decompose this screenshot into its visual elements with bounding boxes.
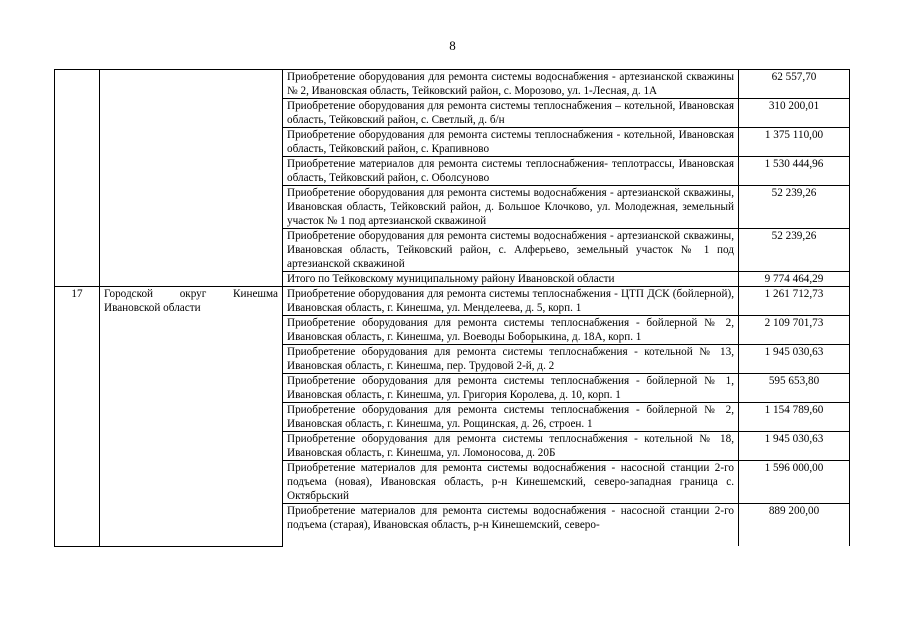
amount-cell: 595 653,80 (739, 374, 850, 403)
description-cell: Приобретение материалов для ремонта системы водоснабжения - насосной станции 2-го подъема (новая), Ивановская область, р-н Кинешемский, северо-западная граница с. Октябрьский (283, 461, 739, 504)
row-number-cell (55, 70, 100, 287)
description-cell: Приобретение оборудования для ремонта системы водоснабжения - артезианской скважины, Ивановская область, Тейковский район, с. Алферьево, земельный участок № 1 под артезианской скважиной (283, 229, 739, 272)
description-cell: Приобретение оборудования для ремонта системы теплоснабжения - котельной № 18, Ивановская область, г. Кинешма, ул. Ломоносова, д. 20Б (283, 432, 739, 461)
description-cell: Приобретение оборудования для ремонта системы теплоснабжения - бойлерной № 2, Ивановская область, г. Кинешма, ул. Рощинская, д. 26, строен. 1 (283, 403, 739, 432)
amount-cell: 1 945 030,63 (739, 345, 850, 374)
description-cell (283, 504, 739, 547)
page-number: 8 (449, 38, 456, 53)
amount-cell: 1 945 030,63 (739, 432, 850, 461)
funding-table (54, 69, 850, 547)
amount-cell: 52 239,26 (739, 229, 850, 272)
municipality-cell (100, 70, 283, 287)
description-cell: Приобретение оборудования для ремонта системы теплоснабжения - котельной, Ивановская область, Тейковский район, с. Крапивново (283, 128, 739, 157)
amount-cell: 310 200,01 (739, 99, 850, 128)
municipality-cell: Городской округ Кинешма Ивановской области (100, 287, 283, 547)
description-cell: Приобретение оборудования для ремонта системы водоснабжения - артезианской скважины, Ивановская область, Тейковский район, д. Большое Клочково, ул. Молодежная, земельный участок № 1 под артезианской скважиной (283, 186, 739, 229)
amount-cell: 62 557,70 (739, 70, 850, 99)
description-cell: Приобретение оборудования для ремонта системы теплоснабжения - котельной № 13, Ивановская область, г. Кинешма, пер. Трудовой 2-й, д. 2 (283, 345, 739, 374)
subtotal-label: Итого по Тейковскому муниципальному району Ивановской области (283, 272, 739, 287)
description-cell: Приобретение материалов для ремонта системы теплоснабжения- теплотрассы, Ивановская область, Тейковский район, с. Оболсуново (283, 157, 739, 186)
table-row (55, 70, 850, 99)
amount-cell: 889 200,00 (739, 504, 850, 547)
description-cell: Приобретение оборудования для ремонта системы теплоснабжения - бойлерной № 2, Ивановская область, г. Кинешма, ул. Воеводы Боборыкина, д. 18А, корп. 1 (283, 316, 739, 345)
amount-cell: 1 261 712,73 (739, 287, 850, 316)
amount-cell: 1 154 789,60 (739, 403, 850, 432)
description-cell: Приобретение оборудования для ремонта системы теплоснабжения - бойлерной № 1, Ивановская область, г. Кинешма, ул. Григория Королева, д. 10, корп. 1 (283, 374, 739, 403)
subtotal-amount: 9 774 464,29 (739, 272, 850, 287)
description-cell: Приобретение оборудования для ремонта системы теплоснабжения - ЦТП ДСК (бойлерной), Ивановская область, г. Кинешма, ул. Менделеева, д. 5, корп. 1 (283, 287, 739, 316)
amount-cell: 1 530 444,96 (739, 157, 850, 186)
amount-cell: 2 109 701,73 (739, 316, 850, 345)
amount-cell: 1 596 000,00 (739, 461, 850, 504)
row-number-cell: 17 (55, 287, 100, 547)
amount-cell: 52 239,26 (739, 186, 850, 229)
table-row (55, 287, 850, 316)
description-cell: Приобретение оборудования для ремонта системы водоснабжения - артезианской скважины № 2, Ивановская область, Тейковский район, с. Морозово, ул. 1-Лесная, д. 1А (283, 70, 739, 99)
description-cell: Приобретение оборудования для ремонта системы теплоснабжения – котельной, Ивановская область, Тейковский район, с. Светлый, д. б/н (283, 99, 739, 128)
amount-cell: 1 375 110,00 (739, 128, 850, 157)
description-text: Приобретение материалов для ремонта системы водоснабжения - насосной станции 2-го подъема (старая), Ивановская область, р-н Кинешемский, северо- (287, 505, 734, 531)
